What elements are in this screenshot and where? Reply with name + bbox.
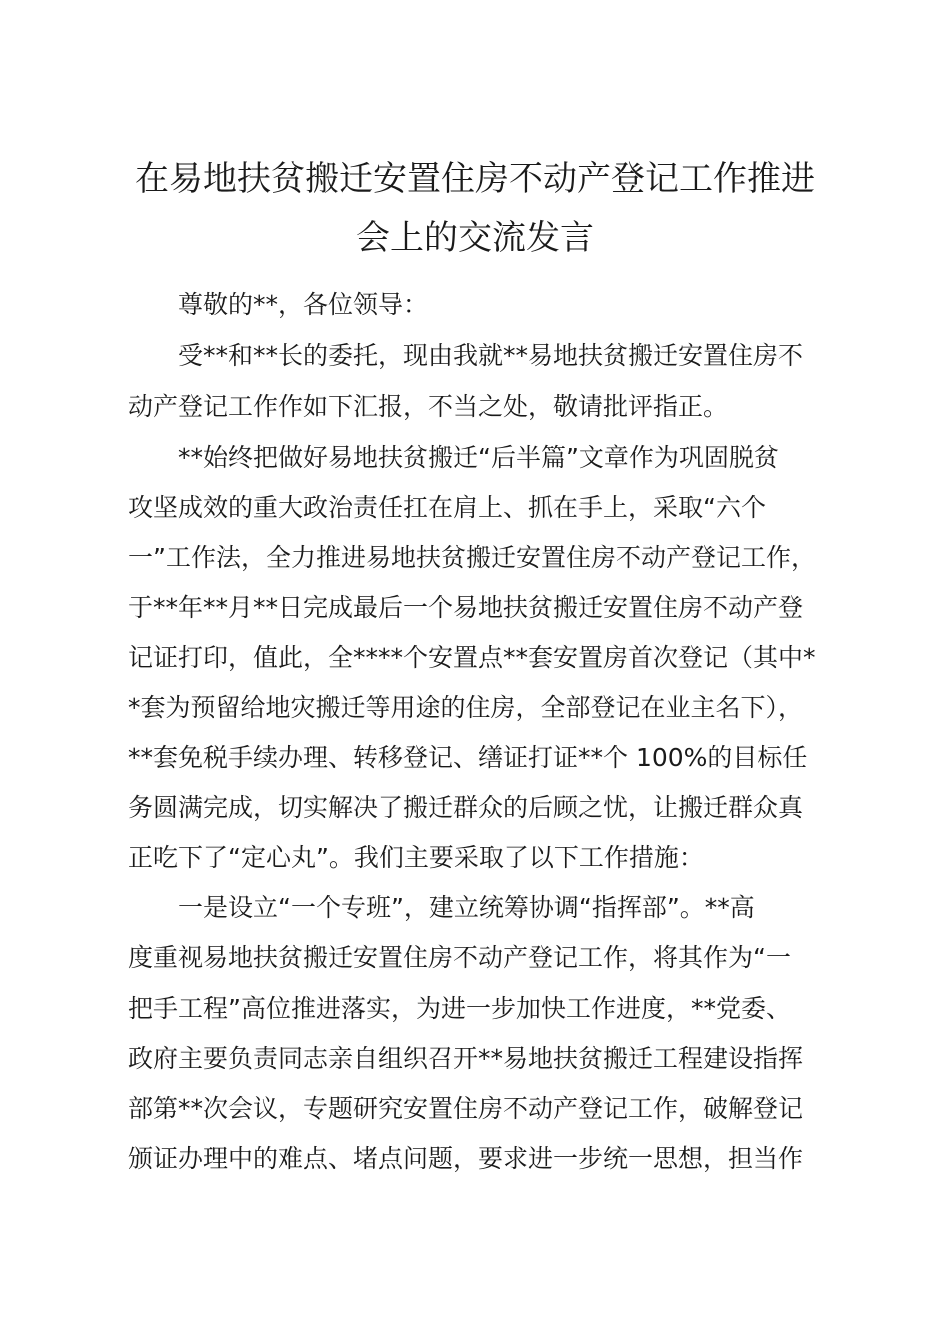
body-line-16: 部第**次会议，专题研究安置住房不动产登记工作，破解登记 xyxy=(128,1094,804,1123)
body-line-15: 政府主要负责同志亲自组织召开**易地扶贫搬迁工程建设指挥 xyxy=(128,1044,804,1073)
body-line-7: 记证打印，值此，全****个安置点**套安置房首次登记（其中* xyxy=(128,643,816,672)
body-line-10: 务圆满完成，切实解决了搬迁群众的后顾之忧，让搬迁群众真 xyxy=(128,793,804,822)
body-line-3: **始终把做好易地扶贫搬迁“后半篇”文章作为巩固脱贫 xyxy=(178,443,779,472)
body-line-12: 一是设立“一个专班”，建立统筹协调“指挥部”。**高 xyxy=(178,893,755,922)
document-title-line-1: 在易地扶贫搬迁安置住房不动产登记工作推进 xyxy=(135,159,815,199)
document-title-line-2: 会上的交流发言 xyxy=(356,218,594,258)
body-line-5: 一”工作法，全力推进易地扶贫搬迁安置住房不动产登记工作， xyxy=(128,543,816,572)
body-line-14: 把手工程”高位推进落实，为进一步加快工作进度，**党委、 xyxy=(128,994,791,1023)
body-line-17: 颁证办理中的难点、堵点问题，要求进一步统一思想，担当作 xyxy=(128,1144,804,1173)
body-line-4: 攻坚成效的重大政治责任扛在肩上、抓在手上，采取“六个 xyxy=(128,493,766,522)
body-line-6: 于**年**月**日完成最后一个易地扶贫搬迁安置住房不动产登 xyxy=(128,593,804,622)
body-line-11: 正吃下了“定心丸”。我们主要采取了以下工作措施： xyxy=(128,843,704,872)
body-line-13: 度重视易地扶贫搬迁安置住房不动产登记工作，将其作为“一 xyxy=(128,943,791,972)
body-line-2: 动产登记工作作如下汇报，不当之处，敬请批评指正。 xyxy=(128,392,729,421)
salutation-line: 尊敬的**，各位领导： xyxy=(178,290,429,319)
body-line-9: **套免税手续办理、转移登记、缮证打证**个 100%的目标任 xyxy=(128,743,808,772)
body-line-8: *套为预留给地灾搬迁等用途的住房，全部登记在业主名下）， xyxy=(128,693,804,722)
body-line-1: 受**和**长的委托，现由我就**易地扶贫搬迁安置住房不 xyxy=(178,341,804,370)
